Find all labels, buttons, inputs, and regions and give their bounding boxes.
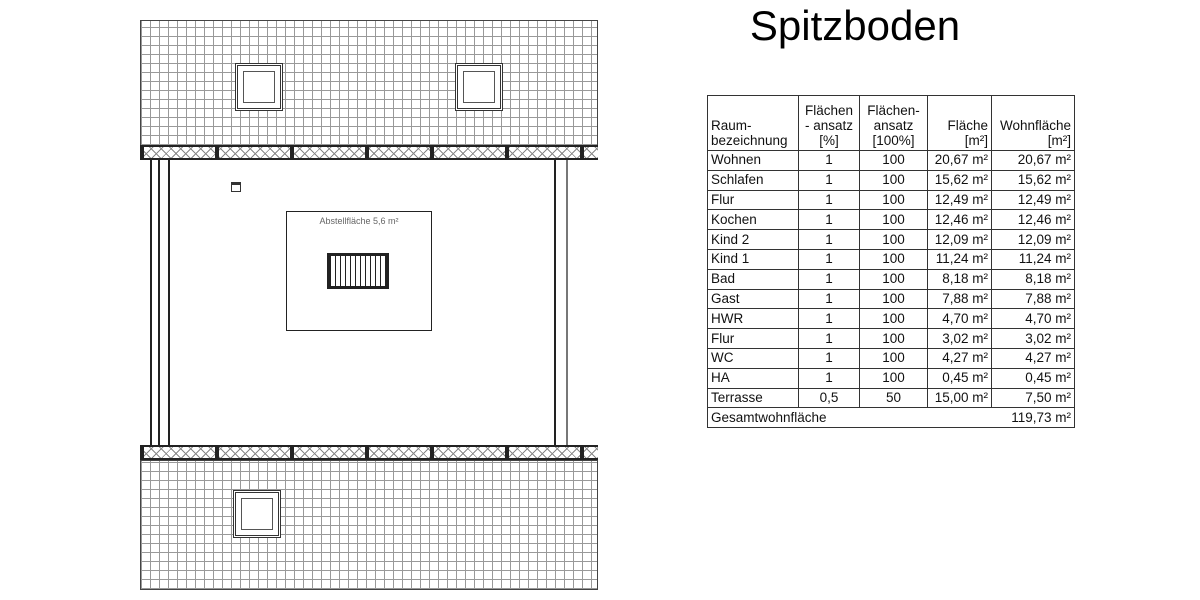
table-cell: 1 xyxy=(799,309,860,329)
rafter xyxy=(365,445,369,460)
wall-band-bottom xyxy=(140,445,598,460)
storage-label: Abstellfläche 5,6 m² xyxy=(319,216,399,226)
table-row xyxy=(708,269,1075,289)
table-cell: 12,09 m² xyxy=(928,230,992,250)
smoke-detector-icon xyxy=(231,182,241,192)
column-header: Wohnfläche [m²] xyxy=(992,96,1075,151)
table-cell: 1 xyxy=(799,368,860,388)
table-cell: Kochen xyxy=(708,210,799,230)
table-cell: Terrasse xyxy=(708,388,799,408)
table-cell: 15,62 m² xyxy=(928,170,992,190)
table-cell: 4,27 m² xyxy=(928,348,992,368)
table-cell: WC xyxy=(708,348,799,368)
roof-window xyxy=(233,490,281,538)
table-cell: 100 xyxy=(860,348,928,368)
column-header: Flächen- ansatz [100%] xyxy=(860,96,928,151)
table-row xyxy=(708,230,1075,250)
rafter xyxy=(430,445,434,460)
roof-window xyxy=(235,63,283,111)
rafter xyxy=(580,445,584,460)
table-cell: 1 xyxy=(799,170,860,190)
table-cell: 3,02 m² xyxy=(928,329,992,349)
table-row xyxy=(708,329,1075,349)
table-cell: 20,67 m² xyxy=(928,151,992,171)
table-cell: 100 xyxy=(860,230,928,250)
table-cell: Flur xyxy=(708,329,799,349)
wall-band-top xyxy=(140,145,598,160)
table-cell: 20,67 m² xyxy=(992,151,1075,171)
table-row xyxy=(708,151,1075,171)
table-cell: Gast xyxy=(708,289,799,309)
table-cell: 1 xyxy=(799,329,860,349)
rafter xyxy=(290,445,294,460)
total-row xyxy=(708,408,1075,428)
table-cell: 7,88 m² xyxy=(992,289,1075,309)
table-row xyxy=(708,170,1075,190)
table-row xyxy=(708,368,1075,388)
table-row xyxy=(708,289,1075,309)
table-cell: 15,62 m² xyxy=(992,170,1075,190)
rafter xyxy=(215,445,219,460)
table-cell: 4,27 m² xyxy=(992,348,1075,368)
page-title: Spitzboden xyxy=(749,2,961,49)
table-cell: 1 xyxy=(799,210,860,230)
table-cell: Flur xyxy=(708,190,799,210)
attic-hatch xyxy=(327,253,389,289)
table-cell: 100 xyxy=(860,170,928,190)
table-cell: 12,09 m² xyxy=(992,230,1075,250)
roof-top xyxy=(140,20,598,146)
rafter xyxy=(140,445,144,460)
table-cell: 7,50 m² xyxy=(992,388,1075,408)
rafter xyxy=(290,145,294,160)
table-cell: 100 xyxy=(860,210,928,230)
total-value: 119,73 m² xyxy=(928,408,1075,428)
table-cell: 1 xyxy=(799,151,860,171)
table-cell: 7,88 m² xyxy=(928,289,992,309)
table-cell: 100 xyxy=(860,151,928,171)
table-cell: 12,49 m² xyxy=(928,190,992,210)
table-row xyxy=(708,348,1075,368)
table-cell: Bad xyxy=(708,269,799,289)
table-cell: 12,46 m² xyxy=(928,210,992,230)
table-cell: 8,18 m² xyxy=(928,269,992,289)
table-cell: Schlafen xyxy=(708,170,799,190)
rafter xyxy=(580,145,584,160)
table-cell: 50 xyxy=(860,388,928,408)
table-cell: 15,00 m² xyxy=(928,388,992,408)
rafter xyxy=(430,145,434,160)
table-cell: 0,45 m² xyxy=(928,368,992,388)
table-cell: 0,5 xyxy=(799,388,860,408)
table-row xyxy=(708,388,1075,408)
wall-line xyxy=(566,160,568,445)
table-cell: 1 xyxy=(799,269,860,289)
table-cell: 100 xyxy=(860,368,928,388)
table-cell: 8,18 m² xyxy=(992,269,1075,289)
table-cell: HWR xyxy=(708,309,799,329)
table-cell: HA xyxy=(708,368,799,388)
table-cell: 11,24 m² xyxy=(992,249,1075,269)
rafter xyxy=(505,145,509,160)
table-cell: 100 xyxy=(860,269,928,289)
column-header: Fläche [m²] xyxy=(928,96,992,151)
area-table xyxy=(707,95,1075,428)
rafter xyxy=(140,145,144,160)
roof-bottom xyxy=(140,460,598,590)
table-cell: 3,02 m² xyxy=(992,329,1075,349)
roof-window xyxy=(455,63,503,111)
table-cell: 1 xyxy=(799,348,860,368)
table-cell: 1 xyxy=(799,230,860,250)
table-cell: Kind 1 xyxy=(708,249,799,269)
table-cell: 1 xyxy=(799,289,860,309)
table-row xyxy=(708,210,1075,230)
rafter xyxy=(365,145,369,160)
table-row xyxy=(708,190,1075,210)
wall-line xyxy=(150,160,152,445)
table-cell: 100 xyxy=(860,309,928,329)
table-cell: 4,70 m² xyxy=(992,309,1075,329)
table-cell: 11,24 m² xyxy=(928,249,992,269)
wall-line xyxy=(158,160,160,445)
table-cell: 4,70 m² xyxy=(928,309,992,329)
table-cell: 100 xyxy=(860,249,928,269)
table-cell: 1 xyxy=(799,249,860,269)
table-cell: 1 xyxy=(799,190,860,210)
table-cell: 100 xyxy=(860,190,928,210)
table-row xyxy=(708,249,1075,269)
rafter xyxy=(215,145,219,160)
column-header: Raum- bezeichnung xyxy=(708,96,799,151)
table-cell: 100 xyxy=(860,289,928,309)
table-cell: Wohnen xyxy=(708,151,799,171)
table-cell: Kind 2 xyxy=(708,230,799,250)
total-label: Gesamtwohnfläche xyxy=(708,408,928,428)
table-cell: 100 xyxy=(860,329,928,349)
table-cell: 0,45 m² xyxy=(992,368,1075,388)
table-cell: 12,46 m² xyxy=(992,210,1075,230)
table-cell: 12,49 m² xyxy=(992,190,1075,210)
rafter xyxy=(505,445,509,460)
table-row xyxy=(708,309,1075,329)
column-header: Flächen - ansatz [%] xyxy=(799,96,860,151)
